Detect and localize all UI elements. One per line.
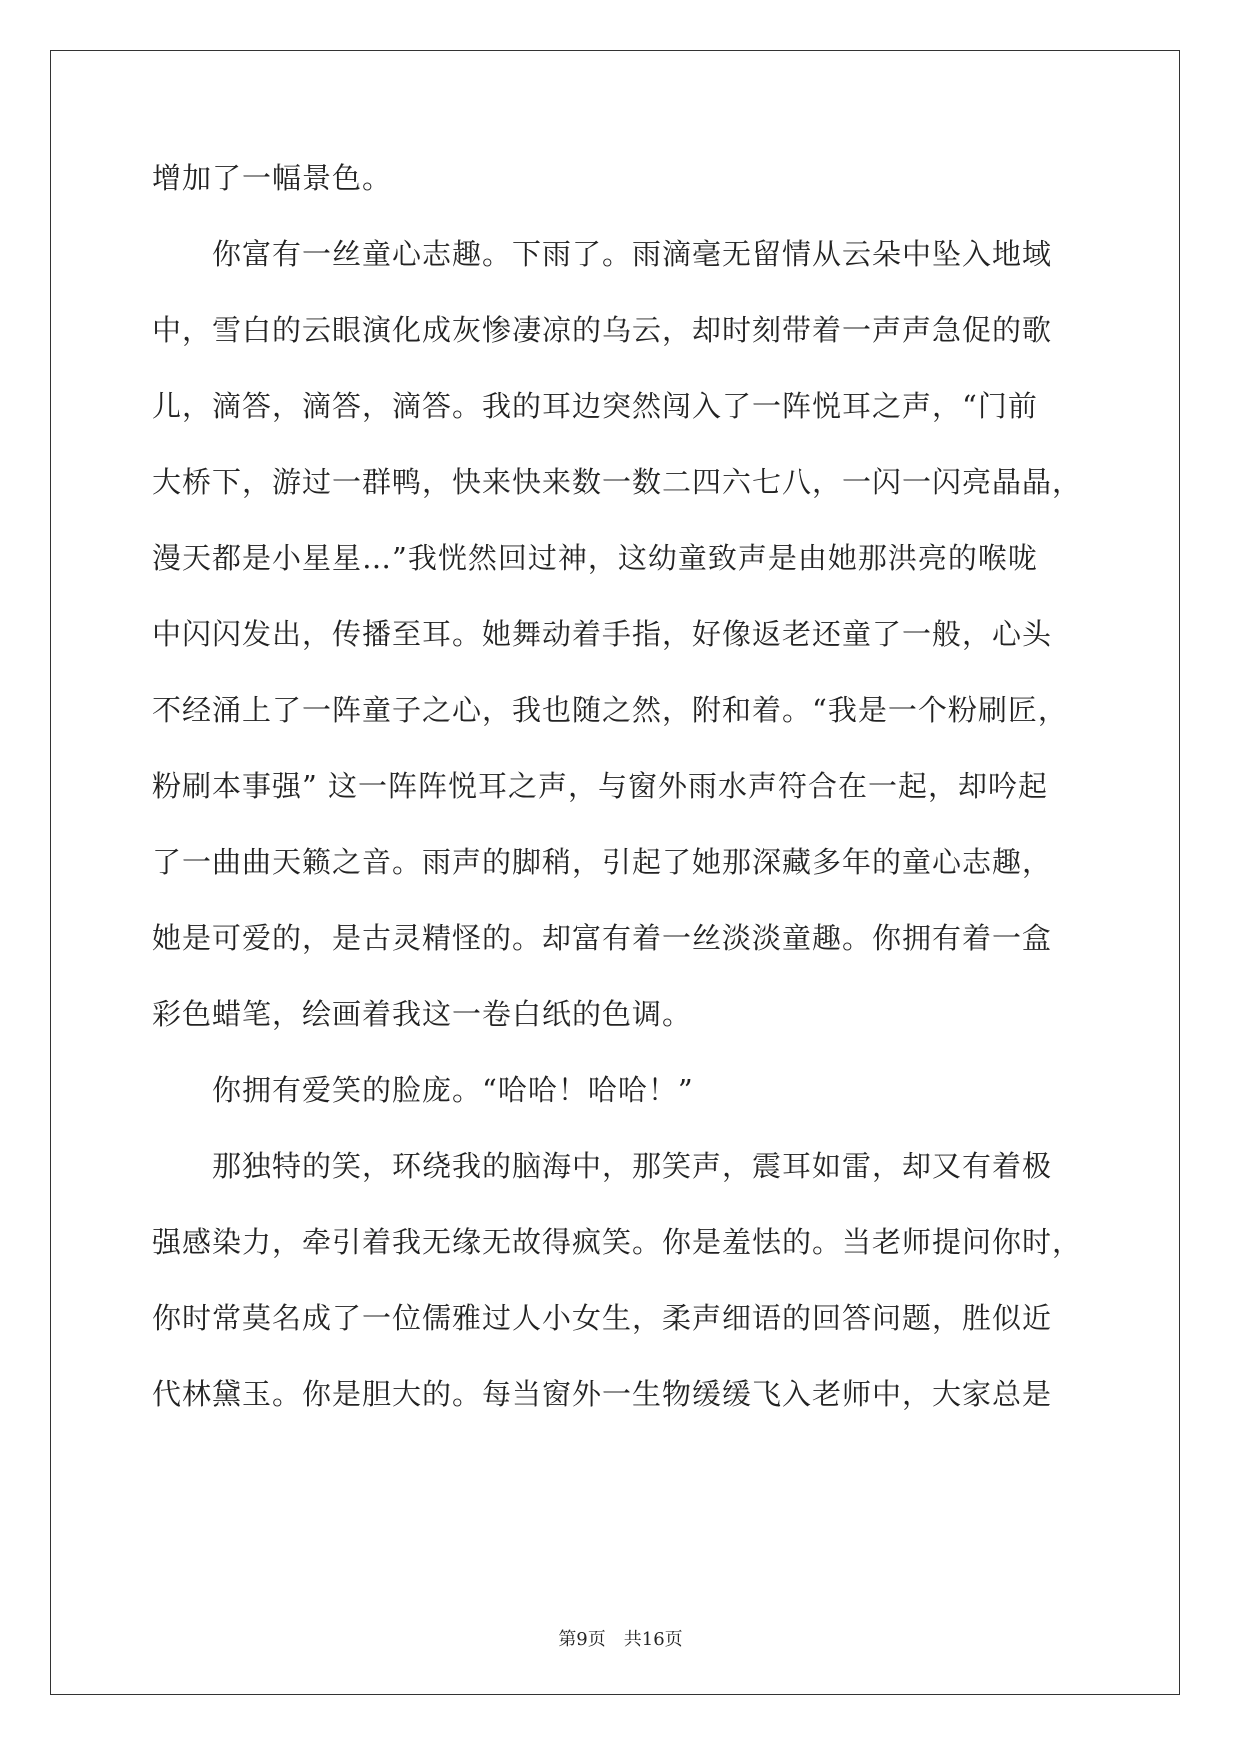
- text-line: 你拥有爱笑的脸庞。“哈哈！哈哈！”: [152, 1073, 694, 1107]
- text-line: 了一曲曲天籁之音。雨声的脚稍，引起了她那深藏多年的童心志趣，: [152, 845, 1053, 879]
- text-line: 代林黛玉。你是胆大的。每当窗外一生物缓缓飞入老师中，大家总是: [152, 1377, 1053, 1411]
- text-line: 你富有一丝童心志趣。下雨了。雨滴毫无留情从云朵中坠入地域: [152, 237, 1053, 271]
- text-line: 漫天都是小星星…”我恍然回过神，这幼童致声是由她那洪亮的喉咙: [152, 541, 1038, 575]
- text-line: 儿，滴答，滴答，滴答。我的耳边突然闯入了一阵悦耳之声，“门前: [152, 389, 1038, 423]
- text-line: 强感染力，牵引着我无缘无故得疯笑。你是羞怯的。当老师提问你时，: [152, 1225, 1083, 1259]
- text-line: 不经涌上了一阵童子之心，我也随之然，附和着。“我是一个粉刷匠，: [152, 693, 1068, 727]
- text-line: 中闪闪发出，传播至耳。她舞动着手指，好像返老还童了一般，心头: [152, 617, 1053, 651]
- page-footer: 第9页 共16页: [558, 1629, 683, 1650]
- text-line: 你时常莫名成了一位儒雅过人小女生，柔声细语的回答问题，胜似近: [152, 1301, 1053, 1335]
- text-line: 增加了一幅景色。: [152, 161, 393, 195]
- text-line: 那独特的笑，环绕我的脑海中，那笑声，震耳如雷，却又有着极: [152, 1149, 1053, 1183]
- text-line: 中，雪白的云眼演化成灰惨凄凉的乌云，却时刻带着一声声急促的歌: [152, 313, 1053, 347]
- text-line: 粉刷本事强” 这一阵阵悦耳之声，与窗外雨水声符合在一起，却吟起: [152, 769, 1049, 803]
- text-line: 她是可爱的，是古灵精怪的。却富有着一丝淡淡童趣。你拥有着一盒: [152, 921, 1053, 955]
- text-line: 彩色蜡笔，绘画着我这一卷白纸的色调。: [152, 997, 693, 1031]
- text-line: 大桥下，游过一群鸭，快来快来数一数二四六七八，一闪一闪亮晶晶，: [152, 465, 1083, 499]
